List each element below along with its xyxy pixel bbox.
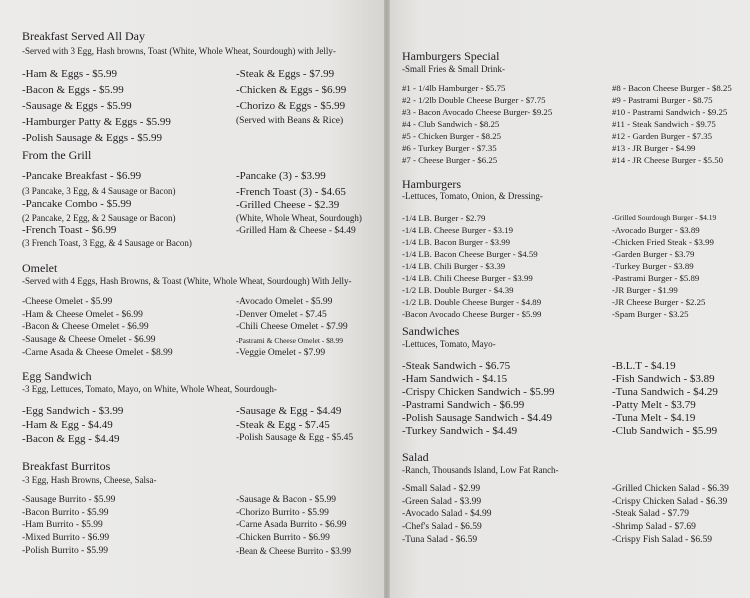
menu-item: -JR Burger - $1.99 <box>612 285 678 295</box>
menu-note: (3 French Toast, 3 Egg, & 4 Sausage or Bacon) <box>22 238 192 248</box>
menu-item: -1/4 LB. Bacon Burger - $3.99 <box>402 237 511 247</box>
menu-item: -Ham & Cheese Omelet - $6.99 <box>22 310 143 320</box>
menu-item: -Fish Sandwich - $3.89 <box>612 373 715 385</box>
menu-item: -Bean & Cheese Burrito - $3.99 <box>236 546 351 556</box>
special-subtitle: -Small Fries & Small Drink- <box>402 64 505 74</box>
burritos-subtitle: -3 Egg, Hash Browns, Cheese, Salsa- <box>22 475 157 485</box>
menu-item: -Chicken & Eggs - $6.99 <box>236 84 347 96</box>
menu-item: -Veggie Omelet - $7.99 <box>236 348 326 358</box>
menu-item: -1/2 LB. Double Burger - $4.39 <box>402 285 514 295</box>
egg-sandwich-subtitle: -3 Egg, Lettuces, Tomato, Mayo, on White, Whole Wheat, Sourdough- <box>22 384 277 394</box>
menu-item: -Chorizo Burrito - $5.99 <box>236 508 329 518</box>
menu-item: #3 - Bacon Avocado Cheese Burger- $9.25 <box>402 107 553 117</box>
menu-item: -Pastrami & Cheese Omelet - $8.99 <box>236 336 344 345</box>
menu-item: -Grilled Sourdough Burger - $4.19 <box>612 213 717 222</box>
menu-right-page <box>390 0 750 598</box>
omelet-title: Omelet <box>22 261 58 275</box>
menu-item: -Pancake (3) - $3.99 <box>236 170 326 182</box>
menu-item: -1/2 LB. Double Cheese Burger - $4.89 <box>402 297 542 307</box>
hamburgers-title: Hamburgers <box>402 177 462 191</box>
menu-note: (3 Pancake, 3 Egg, & 4 Sausage or Bacon) <box>22 186 176 196</box>
special-title: Hamburgers Special <box>402 49 500 63</box>
menu-item: #8 - Bacon Cheese Burger - $8.25 <box>612 83 732 93</box>
menu-item: -JR Cheese Burger - $2.25 <box>612 297 706 307</box>
menu-note: (Served with Beans & Rice) <box>236 116 344 126</box>
menu-item: -1/4 LB. Bacon Cheese Burger - $4.59 <box>402 249 538 259</box>
menu-item: -Pastrami Sandwich - $6.99 <box>402 399 525 411</box>
menu-item: -B.L.T - $4.19 <box>612 360 676 372</box>
menu-item: -Grilled Ham & Cheese - $4.49 <box>236 226 356 236</box>
sandwiches-title: Sandwiches <box>402 324 460 338</box>
menu-item: -Sausage & Cheese Omelet - $6.99 <box>22 335 156 345</box>
menu-item: -Cheese Omelet - $5.99 <box>22 297 113 307</box>
menu-item: -Polish Burrito - $5.99 <box>22 546 109 556</box>
menu-item: -1/4 LB. Burger - $2.79 <box>402 213 486 223</box>
menu-item: #11 - Steak Sandwich - $9.75 <box>612 119 716 129</box>
menu-item: -Crispy Chicken Sandwich - $5.99 <box>402 386 555 398</box>
menu-item: -Crispy Fish Salad - $6.59 <box>612 535 713 545</box>
menu-item: -Bacon Avocado Cheese Burger - $5.99 <box>402 309 542 319</box>
menu-item: -Egg Sandwich - $3.99 <box>22 405 124 417</box>
menu-item: -Bacon & Eggs - $5.99 <box>22 84 124 96</box>
menu-item: -Ham & Egg - $4.49 <box>22 419 113 431</box>
menu-item: #2 - 1/2lb Double Cheese Burger - $7.75 <box>402 95 546 105</box>
menu-item: -Tuna Melt - $4.19 <box>612 412 696 424</box>
menu-item: -Garden Burger - $3.79 <box>612 249 695 259</box>
menu-item: -Steak & Eggs - $7.99 <box>236 68 335 80</box>
menu-item: -Chorizo & Eggs - $5.99 <box>236 100 346 112</box>
breakfast-subtitle: -Served with 3 Egg, Hash browns, Toast (White, Whole Wheat, Sourdough) with Jelly- <box>22 46 336 56</box>
menu-item: -Green Salad - $3.99 <box>402 497 482 507</box>
menu-item: -Bacon Burrito - $5.99 <box>22 508 109 518</box>
menu-item: -Steak Sandwich - $6.75 <box>402 360 511 372</box>
menu-item: -Polish Sausage & Egg - $5.45 <box>236 433 354 443</box>
menu-item: -Sausage & Eggs - $5.99 <box>22 100 132 112</box>
menu-item: -Pancake Breakfast - $6.99 <box>22 170 142 182</box>
menu-item: -1/4 LB. Cheese Burger - $3.19 <box>402 225 514 235</box>
menu-item: -Ham & Eggs - $5.99 <box>22 68 118 80</box>
menu-item: -Tuna Salad - $6.59 <box>402 535 478 545</box>
menu-item: -Polish Sausage & Eggs - $5.99 <box>22 132 162 144</box>
menu-item: #5 - Chicken Burger - $8.25 <box>402 131 502 141</box>
menu-item: -Turkey Sandwich - $4.49 <box>402 425 518 437</box>
menu-item: -1/4 LB. Chili Burger - $3.39 <box>402 261 506 271</box>
menu-item: -Ham Sandwich - $4.15 <box>402 373 508 385</box>
menu-item: -Pancake Combo - $5.99 <box>22 198 132 210</box>
menu-item: -Spam Burger - $3.25 <box>612 309 689 319</box>
menu-item: -Denver Omelet - $7.45 <box>236 310 327 320</box>
menu-item: -French Toast (3) - $4.65 <box>236 186 346 198</box>
menu-item: -Bacon & Cheese Omelet - $6.99 <box>22 322 149 332</box>
menu-item: -Avocado Salad - $4.99 <box>402 509 492 519</box>
menu-item: -Sausage Burrito - $5.99 <box>22 495 116 505</box>
menu-item: -Tuna Sandwich - $4.29 <box>612 386 718 398</box>
grill-title: From the Grill <box>22 148 92 162</box>
menu-item: -Grilled Chicken Salad - $6.39 <box>612 484 729 494</box>
menu-item: -Turkey Burger - $3.89 <box>612 261 694 271</box>
menu-item: -Mixed Burrito - $6.99 <box>22 533 110 543</box>
menu-item: -Grilled Cheese - $2.39 <box>236 199 340 211</box>
menu-item: #6 - Turkey Burger - $7.35 <box>402 143 497 153</box>
menu-item: -Avocado Omelet - $5.99 <box>236 297 333 307</box>
menu-item: -Shrimp Salad - $7.69 <box>612 522 696 532</box>
menu-note: (2 Pancake, 2 Egg, & 2 Sausage or Bacon) <box>22 213 176 223</box>
menu-item: #4 - Club Sandwich - $8.25 <box>402 119 500 129</box>
menu-item: -Club Sandwich - $5.99 <box>612 425 718 437</box>
menu-item: #12 - Garden Burger - $7.35 <box>612 131 712 141</box>
menu-item: -Hamburger Patty & Eggs - $5.99 <box>22 116 171 128</box>
menu-item: -Carne Asada Burrito - $6.99 <box>236 520 347 530</box>
menu-item: #9 - Pastrami Burger - $8.75 <box>612 95 713 105</box>
menu-item: #13 - JR Burger - $4.99 <box>612 143 696 153</box>
menu-item: -Chef's Salad - $6.59 <box>402 522 482 532</box>
salad-title: Salad <box>402 450 429 464</box>
burritos-title: Breakfast Burritos <box>22 459 111 473</box>
menu-item: -Polish Sausage Sandwich - $4.49 <box>402 412 553 424</box>
menu-note: (White, Whole Wheat, Sourdough) <box>236 213 362 223</box>
menu-item: -Sausage & Bacon - $5.99 <box>236 495 336 505</box>
menu-item: -Chicken Burrito - $6.99 <box>236 533 330 543</box>
breakfast-title: Breakfast Served All Day <box>22 29 145 43</box>
menu-item: -Bacon & Egg - $4.49 <box>22 433 120 445</box>
menu-item: -French Toast - $6.99 <box>22 224 117 236</box>
menu-item: -Steak & Egg - $7.45 <box>236 419 330 431</box>
menu-item: -Sausage & Egg - $4.49 <box>236 405 342 417</box>
menu-item: -Ham Burrito - $5.99 <box>22 520 103 530</box>
egg-sandwich-title: Egg Sandwich <box>22 369 92 383</box>
menu-item: -Chicken Fried Steak - $3.99 <box>612 237 714 247</box>
menu-item: #10 - Pastrami Sandwich - $9.25 <box>612 107 728 117</box>
menu-item: -Pastrami Burger - $5.89 <box>612 273 700 283</box>
hamburgers-subtitle: -Lettuces, Tomato, Onion, & Dressing- <box>402 191 543 201</box>
menu-item: -Small Salad - $2.99 <box>402 484 481 494</box>
menu-item: #1 - 1/4lb Hamburger - $5.75 <box>402 83 506 93</box>
menu-item: #14 - JR Cheese Burger - $5.50 <box>612 155 724 165</box>
omelet-subtitle: -Served with 4 Eggs, Hash Browns, & Toast (White, Whole Wheat, Sourdough) With Jelly- <box>22 276 352 286</box>
menu-item: -Carne Asada & Cheese Omelet - $8.99 <box>22 348 173 358</box>
menu-item: -Patty Melt - $3.79 <box>612 399 696 411</box>
menu-item: -1/4 LB. Chili Cheese Burger - $3.99 <box>402 273 533 283</box>
menu-item: -Avocado Burger - $3.89 <box>612 225 700 235</box>
menu-item: -Chili Cheese Omelet - $7.99 <box>236 322 348 332</box>
menu-item: #7 - Cheese Burger - $6.25 <box>402 155 498 165</box>
sandwiches-subtitle: -Lettuces, Tomato, Mayo- <box>402 339 496 349</box>
menu-item: -Steak Salad - $7.79 <box>612 509 690 519</box>
salad-subtitle: -Ranch, Thousands Island, Low Fat Ranch- <box>402 465 559 475</box>
menu-item: -Crispy Chicken Salad - $6.39 <box>612 497 728 507</box>
